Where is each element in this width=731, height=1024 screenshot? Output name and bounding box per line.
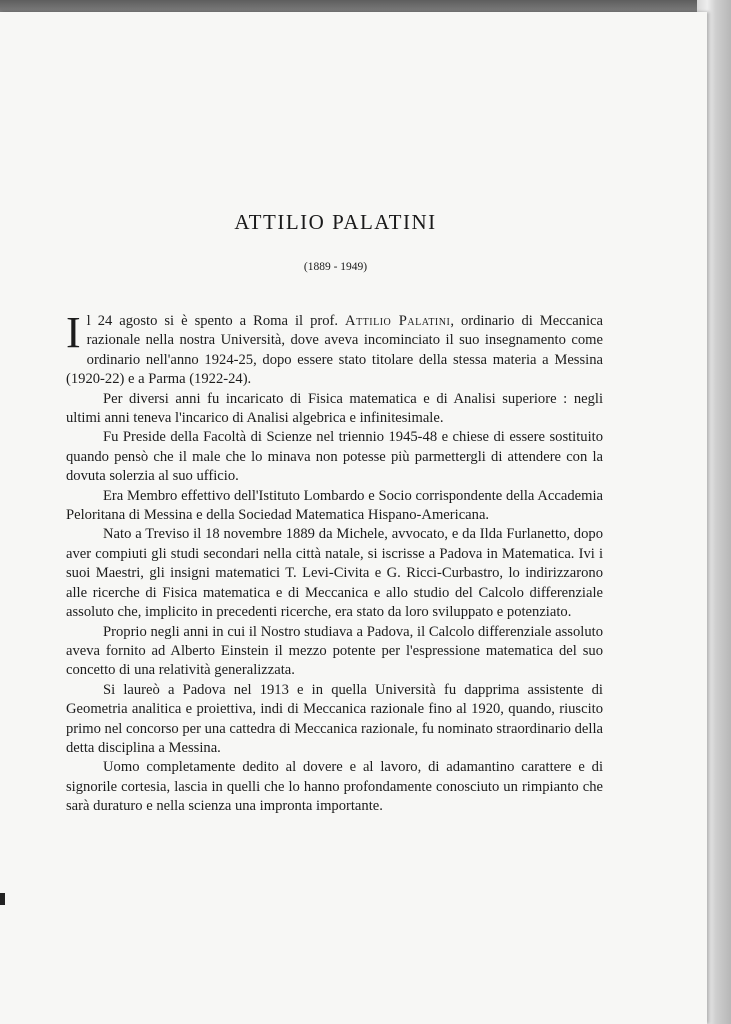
paragraph-1	[66, 308, 603, 390]
paragraph-1-rest: , ordinario di Meccanica razionale nella nostra Università, dove aveva incominciato il suo insegnamento come ordinario nell'anno 1924-25, dopo essere stato titolare della stessa materia a Messina (1920-22) e a Parma (1922-24).	[66, 313, 603, 388]
article-title: ATTILIO PALATINI	[234, 210, 437, 234]
paragraph-7: Si laureò a Padova nel 1913 e in quella Università fu dapprima assistente di Geometria analitica e proiettiva, indi di Meccanica razionale fino al 1920, quando, riuscito primo nel concorso per una cattedra di Meccanica razionale, fu nominato straordinario della detta disciplina a Messina.	[66, 681, 603, 756]
binding-mark	[0, 893, 5, 905]
article-body	[66, 308, 603, 817]
article-dates: (1889 - 1949)	[303, 261, 368, 273]
paragraph-6: Proprio negli anni in cui il Nostro studiava a Padova, il Calcolo differenziale assoluto aveva fornito ad Alberto Einstein il mezzo potente per l'espressione matematica del suo concetto di una relatività generalizzata.	[66, 623, 603, 679]
paragraph-2: Per diversi anni fu incaricato di Fisica matematica e di Analisi superiore : negli ultimi anni teneva l'incarico di Analisi algebrica e infinitesimale.	[66, 390, 603, 427]
paragraph-5: Nato a Treviso il 18 novembre 1889 da Michele, avvocato, e da Ilda Furlanetto, dopo aver compiuti gli studi secondari nella città natale, si iscrisse a Padova in Matematica. Ivi i suoi Maestri, gli insigni matematici T. Levi-Civita e G. Ricci-Curbastro, lo indirizzarono alle ricerche di Fisica matematica e di Meccanica e allo studio del Calcolo differenziale assoluto che, implicito in precedenti ricerche, era stato da loro sviluppato e potenziato.	[66, 526, 603, 621]
paragraph-3: Fu Preside della Facoltà di Scienze nel triennio 1945-48 e chiese di essere sostituito quando pensò che il male che lo minava non potesse più parmettergli di attendere con la dovuta solerzia al suo ufficio.	[66, 429, 603, 485]
paragraph-8: Uomo completamente dedito al dovere e al lavoro, di adamantino carattere e di signorile cortesia, lascia in quelli che lo hanno profondamente conosciuto un rimpianto che sarà duraturo e nella scienza una impronta importante.	[66, 759, 603, 815]
paragraph-4: Era Membro effettivo dell'Istituto Lombardo e Socio corrispondente della Accademia Peloritana di Messina e della Sociedad Matematica Hispano-Americana.	[66, 487, 603, 524]
paragraph-1-lead: l 24 agosto si è spento a Roma il prof.	[86, 313, 346, 329]
drop-cap: I	[66, 308, 81, 357]
person-name: Attilio Palatini	[345, 313, 451, 329]
